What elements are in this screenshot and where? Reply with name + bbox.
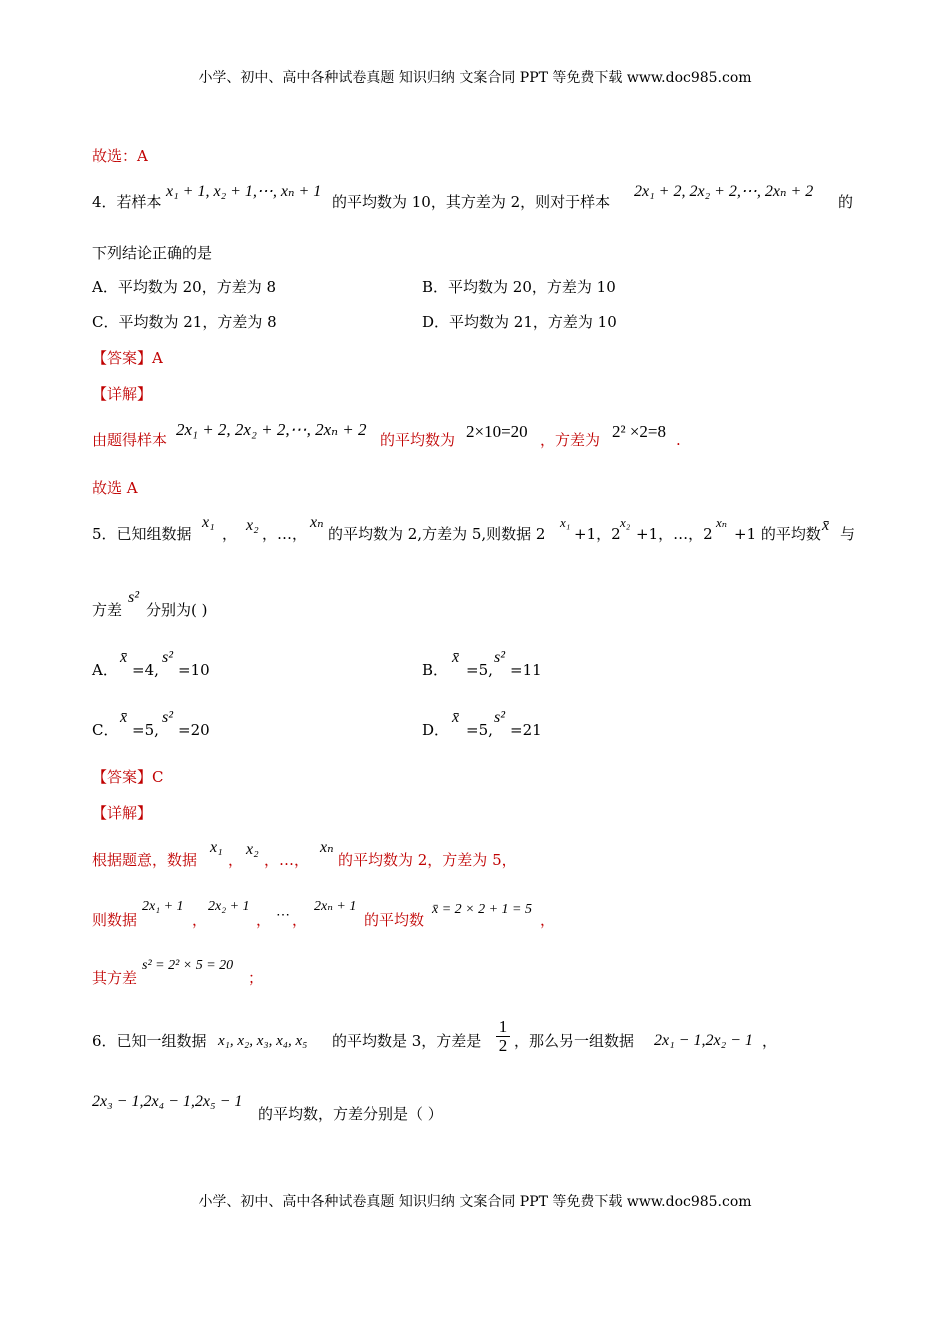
q4-mid: 的平均数为 10，其方差为 2，则对于样本	[332, 193, 611, 211]
q5-solution2-end: ，	[540, 911, 556, 929]
q5-s2: s²	[128, 589, 140, 606]
q5-solution2-e3: 2xₙ + 1	[314, 899, 357, 914]
q4-solution-mean-value: 2×10=20	[466, 422, 528, 441]
q5-solution1-sep1: ，	[228, 851, 244, 869]
q5-exp-x1: x₁	[560, 515, 571, 530]
q5-solution2-e2: 2x₂ + 1	[208, 899, 250, 914]
q5-solution1-x2: x₂	[246, 841, 259, 858]
q5-exp-xn: xₙ	[716, 515, 728, 530]
q5-solution1-x1: x₁	[210, 839, 223, 856]
q5-option-d-mean: =5,	[466, 721, 493, 739]
q5-solution2-e1: 2x₁ + 1	[142, 899, 184, 914]
q4-conclusion: 故选 A	[92, 479, 138, 497]
q5-line2-suffix: 分别为( )	[146, 601, 208, 619]
q5-option-c-mean: =5,	[132, 721, 159, 739]
q5-option-b-xbar: x̄	[452, 649, 460, 666]
q6-fraction	[496, 1018, 510, 1055]
q5-solution2-dots: ⋯	[276, 908, 290, 923]
q4-sample1: x₁ + 1, x₂ + 1,⋯, xₙ + 1	[166, 183, 322, 200]
q5-solution3-end: ；	[248, 969, 264, 987]
q5-solution2-comma3: ，	[292, 911, 308, 929]
q4-answer: 【答案】A	[92, 349, 163, 367]
q5-option-c-xbar: x̄	[120, 709, 128, 726]
q5-solution3-formula: s² = 2² × 5 = 20	[142, 958, 234, 973]
q5-option-b-var: =11	[510, 661, 542, 679]
page-footer: 小学、初中、高中各种试卷真题 知识归纳 文案合同 PPT 等免费下载 www.doc985.com	[198, 1194, 752, 1210]
q5-option-d-xbar: x̄	[452, 709, 460, 726]
q5-option-a-s2: s²	[162, 649, 174, 666]
q5-option-d-var: =21	[510, 721, 542, 739]
q5-option-a-label: A．	[92, 661, 118, 679]
q4-sample2: 2x₁ + 2, 2x₂ + 2,⋯, 2xₙ + 2	[634, 183, 814, 200]
q4-option-b: B．平均数为 20，方差为 10	[422, 278, 616, 296]
q6-mid2: ，那么另一组数据	[514, 1032, 635, 1050]
q6-line2-suffix: 的平均数，方差分别是（ ）	[258, 1105, 443, 1123]
q6-fraction-numerator: 1	[498, 1017, 508, 1036]
q5-line2-prefix: 方差	[92, 601, 123, 619]
q6-data: x₁, x₂, x₃, x₄, x₅	[218, 1033, 308, 1049]
q4-solution-mean-label: 的平均数为	[380, 431, 456, 449]
q6-expr2: 2x₃ − 1,2x₄ − 1,2x₅ − 1	[92, 1093, 243, 1110]
q5-option-b-s2: s²	[494, 649, 506, 666]
q4-prefix: 4．若样本	[92, 193, 162, 211]
q4-suffix: 的	[838, 193, 854, 211]
q5-solution2-comma1: ，	[192, 911, 208, 929]
q4-option-d: D．平均数为 21，方差为 10	[422, 313, 617, 331]
q5-option-a-xbar: x̄	[120, 649, 128, 666]
q5-x2: x₂	[246, 517, 259, 534]
q5-option-b-label: B．	[422, 661, 449, 679]
q5-term3: +1 的平均数	[734, 525, 821, 543]
q4-detail-label: 【详解】	[92, 385, 153, 403]
q5-option-c-s2: s²	[162, 709, 174, 726]
q5-option-c-var: =20	[178, 721, 210, 739]
q4-line2: 下列结论正确的是	[92, 244, 213, 262]
q6-fraction-denominator: 2	[498, 1036, 508, 1055]
q5-solution2-formula: x̄ = 2 × 2 + 1 = 5	[432, 902, 533, 917]
q5-option-b-mean: =5,	[466, 661, 493, 679]
q5-solution1-sep2: ，…，	[264, 851, 310, 869]
q5-sep1: ，	[222, 525, 238, 543]
q5-option-a-mean: =4,	[132, 661, 159, 679]
q4-solution-sample: 2x₁ + 2, 2x₂ + 2,⋯, 2xₙ + 2	[176, 420, 367, 439]
q6-expr1: 2x₁ − 1,2x₂ − 1	[654, 1032, 753, 1049]
q5-xbar: x̄	[822, 517, 830, 534]
q5-solution2-mid: 的平均数	[364, 911, 425, 929]
q4-option-a: A．平均数为 20，方差为 8	[92, 278, 276, 296]
q5-with: 与	[840, 525, 856, 543]
q4-solution-end: .	[676, 431, 681, 449]
q5-prefix: 5．已知组数据	[92, 525, 192, 543]
q5-option-d-s2: s²	[494, 709, 506, 726]
q5-solution1-prefix: 根据题意，数据	[92, 851, 198, 869]
q5-sep2: ，…，	[262, 525, 308, 543]
q4-option-c: C．平均数为 21，方差为 8	[92, 313, 277, 331]
q5-mid: 的平均数为 2,方差为 5,则数据 2	[328, 525, 546, 543]
q5-answer: 【答案】C	[92, 768, 164, 786]
page-header: 小学、初中、高中各种试卷真题 知识归纳 文案合同 PPT 等免费下载 www.doc985.com	[198, 70, 752, 86]
q5-detail-label: 【详解】	[92, 804, 153, 822]
q5-term2: +1，…，2	[636, 525, 713, 543]
q3-conclusion: 故选：A	[92, 147, 148, 165]
q5-option-c-label: C．	[92, 721, 119, 739]
q5-solution2-comma2: ，	[256, 911, 272, 929]
q5-exp-x2: x₂	[620, 515, 631, 530]
q6-end1: ，	[762, 1032, 778, 1050]
q5-term1: +1，2	[574, 525, 621, 543]
q5-solution2-prefix: 则数据	[92, 911, 138, 929]
q4-solution-prefix: 由题得样本	[92, 431, 168, 449]
q5-x1: x₁	[202, 514, 215, 531]
q4-solution-var-label: ，方差为	[540, 431, 601, 449]
q4-solution-var-value: 2² ×2=8	[612, 422, 667, 441]
q6-prefix: 6．已知一组数据	[92, 1032, 207, 1050]
q5-solution3-prefix: 其方差	[92, 969, 138, 987]
q5-solution1-xn: xₙ	[320, 839, 334, 856]
q5-xn: xₙ	[310, 514, 324, 531]
q5-option-d-label: D．	[422, 721, 450, 739]
q5-solution1-suffix: 的平均数为 2，方差为 5，	[338, 851, 517, 869]
q6-mid: 的平均数是 3，方差是	[332, 1032, 482, 1050]
q5-option-a-var: =10	[178, 661, 210, 679]
